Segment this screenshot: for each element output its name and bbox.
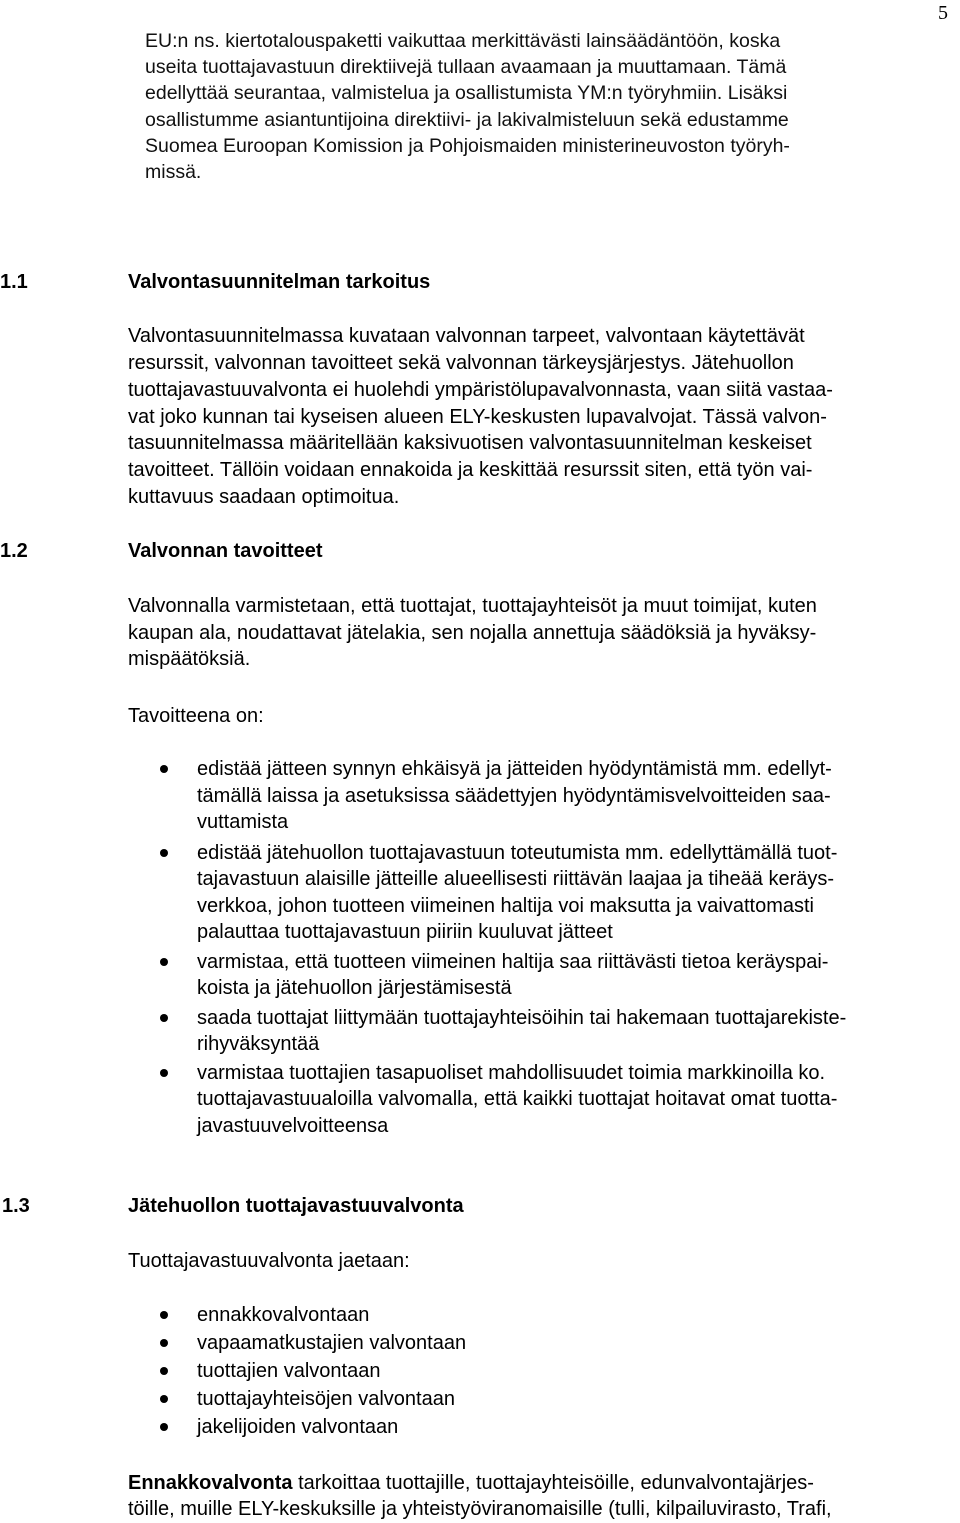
list-item-line: verkkoa, johon tuotteen viimeinen haltija voi maksutta ja vaivattomasti	[197, 895, 814, 917]
text-line: mispäätöksiä.	[128, 648, 251, 670]
bullet-icon	[160, 1069, 168, 1077]
list-item: jakelijoiden valvontaan	[197, 1416, 399, 1438]
text-line: Suomea Euroopan Komission ja Pohjoismaiden ministerineuvoston työryh-	[145, 135, 790, 157]
text-run: tarkoittaa tuottajille, tuottajayhteisöille, edunvalvontajärjes-	[292, 1472, 814, 1494]
bold-term: Ennakkovalvonta	[128, 1472, 293, 1494]
section-heading-1-3	[0, 1193, 960, 1219]
text-line: kuttavuus saadaan optimoitua.	[128, 486, 400, 508]
bullet-icon	[160, 765, 168, 773]
list-item-line: tämällä laissa ja asetuksissa säädettyjen hyödyntämisvelvoitteiden saa-	[197, 785, 831, 807]
section-1-3-intro: Tuottajavastuuvalvonta jaetaan:	[128, 1250, 410, 1272]
text-line: tavoitteet. Tällöin voidaan ennakoida ja keskittää resurssit siten, että työn vai-	[128, 459, 813, 481]
text-line: useita tuottajavastuun direktiivejä tullaan avaamaan ja muuttamaan. Tämä	[145, 56, 787, 78]
page-number: 5	[938, 2, 948, 24]
section-heading-1-1	[0, 269, 960, 295]
text-line: resurssit, valvonnan tavoitteet sekä valvonnan tärkeysjärjestys. Jätehuollon	[128, 352, 794, 374]
section-title: Valvontasuunnitelman tarkoitus	[128, 271, 431, 293]
text-line	[128, 1470, 814, 1496]
goals-intro: Tavoitteena on:	[128, 705, 264, 727]
list-item: vapaamatkustajien valvontaan	[197, 1332, 467, 1354]
text-line: Valvontasuunnitelmassa kuvataan valvonnan tarpeet, valvontaan käytettävät	[128, 325, 805, 347]
text-line: osallistumme asiantuntijoina direktiivi- ja lakivalmisteluun sekä edustamme	[145, 109, 789, 131]
section-heading-1-2	[0, 538, 960, 564]
list-item-line: tajavastuun alaisille jätteille alueellisesti riittävän laajaa ja tiheää keräys-	[197, 868, 835, 890]
list-item-line: edistää jätteen synnyn ehkäisyä ja jätteiden hyödyntämistä mm. edellyt-	[197, 758, 832, 780]
text-line: kaupan ala, noudattavat jätelakia, sen nojalla annettuja säädöksiä ja hyväksy-	[128, 622, 817, 644]
section-number: 1.1	[0, 271, 28, 293]
list-item-line: edistää jätehuollon tuottajavastuun toteutumista mm. edellyttämällä tuot-	[197, 842, 838, 864]
text-line: tuottajavastuuvalvonta ei huolehdi ympäristölupavalvonnasta, vaan siitä vastaa-	[128, 379, 833, 401]
bullet-icon	[160, 1367, 168, 1375]
list-item-line: vuttamista	[197, 811, 289, 833]
section-title: Valvonnan tavoitteet	[128, 540, 323, 562]
text-line: vat joko kunnan tai kyseisen alueen ELY-keskusten lupavalvojat. Tässä valvon-	[128, 406, 827, 428]
list-item-line: koista ja jätehuollon järjestämisestä	[197, 977, 512, 999]
list-item-line: tuottajavastuualoilla valvomalla, että kaikki tuottajat hoitavat omat tuotta-	[197, 1088, 838, 1110]
bullet-icon	[160, 849, 168, 857]
text-line: töille, muille ELY-keskuksille ja yhteistyöviranomaisille (tulli, kilpailuvirasto, Trafi,	[128, 1498, 832, 1520]
list-item: ennakkovalvontaan	[197, 1304, 370, 1326]
text-line: edellyttää seurantaa, valmistelua ja osallistumista YM:n työryhmiin. Lisäksi	[145, 82, 788, 104]
list-item-line: saada tuottajat liittymään tuottajayhteisöihin tai hakemaan tuottajarekiste-	[197, 1007, 847, 1029]
text-line: EU:n ns. kiertotalouspaketti vaikuttaa merkittävästi lainsäädäntöön, koska	[145, 30, 781, 52]
bullet-icon	[160, 958, 168, 966]
text-line: tasuunnitelmassa määritellään kaksivuotisen valvontasuunnitelman keskeiset	[128, 432, 812, 454]
list-item-line: javastuuvelvoitteensa	[197, 1115, 389, 1137]
list-item-line: palauttaa tuottajavastuun piiriin kuuluvat jätteet	[197, 921, 613, 943]
bullet-icon	[160, 1311, 168, 1319]
list-item-line: rihyväksyntää	[197, 1033, 320, 1055]
text-line: missä.	[145, 161, 202, 183]
list-item: tuottajien valvontaan	[197, 1360, 381, 1382]
section-title: Jätehuollon tuottajavastuuvalvonta	[128, 1195, 464, 1217]
section-number: 1.3	[2, 1195, 30, 1217]
list-item-line: varmistaa tuottajien tasapuoliset mahdollisuudet toimia markkinoilla ko.	[197, 1062, 826, 1084]
bullet-icon	[160, 1395, 168, 1403]
text-line: Valvonnalla varmistetaan, että tuottajat, tuottajayhteisöt ja muut toimijat, kuten	[128, 595, 817, 617]
bullet-icon	[160, 1339, 168, 1347]
bullet-icon	[160, 1423, 168, 1431]
bullet-icon	[160, 1014, 168, 1022]
list-item-line: varmistaa, että tuotteen viimeinen haltija saa riittävästi tietoa keräyspai-	[197, 951, 829, 973]
section-number: 1.2	[0, 540, 28, 562]
list-item: tuottajayhteisöjen valvontaan	[197, 1388, 455, 1410]
